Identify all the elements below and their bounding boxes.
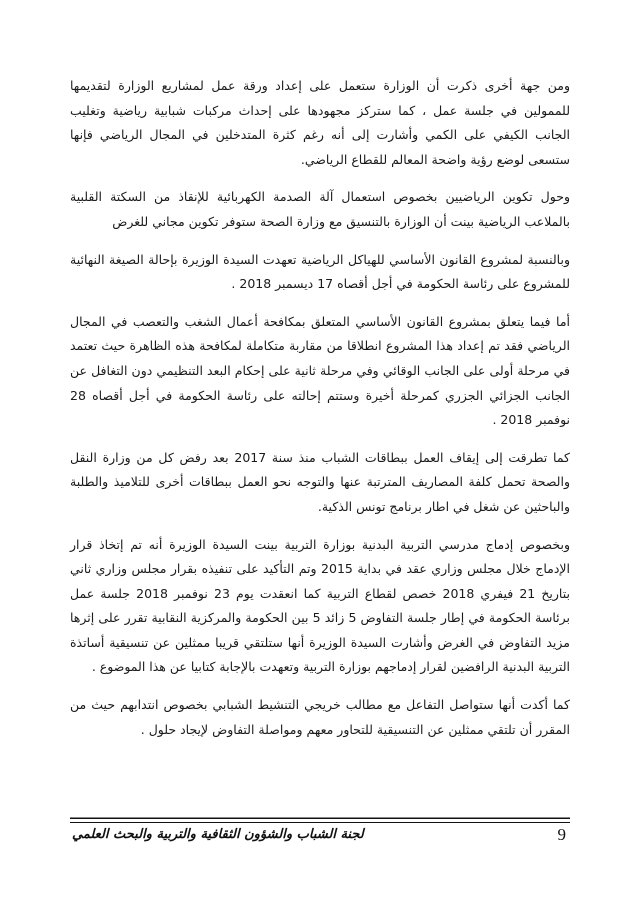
- page-footer: [70, 822, 570, 849]
- paragraph-4: أما فيما يتعلق بمشروع القانون الأساسي المتعلق بمكافحة أعمال الشغب والتعصب في المجال الرياضي فقد تم إعداد هذا المشروع انطلاقا من مقاربة متكاملة لمكافحة هذه الظاهرة حيث تعتمد في مرحلة أولى على الجانب الوقائي وفي مرحلة ثانية على إحكام البعد التنظيمي دون التغافل عن الجانب الجزائي الجزري كمرحلة أخيرة وستتم إحالته على رئاسة الحكومة في أجل أقصاه 28 نوفمبر 2018 .: [70, 313, 570, 428]
- paragraph-2: وحول تكوين الرياضيين بخصوص استعمال آلة الصدمة الكهربائية للإنقاذ من السكتة القلبية بالملاعب الرياضية بينت أن الوزارة بالتنسيق مع وزارة الصحة ستوفر تكوين مجاني للغرض: [70, 189, 570, 229]
- committee-name: لجنة الشباب والشؤون الثقافية والتربية والبحث العلمي: [72, 827, 364, 842]
- paragraph-6: وبخصوص إدماج مدرسي التربية البدنية بوزارة التربية بينت السيدة الوزيرة أنه تم إتخاذ قرار الإدماج خلال مجلس وزاري عقد في بداية 2015 وتم التأكيد على تنفيذه بقرار مجلس وزاري ثاني بتاريخ 21 فيفري 2018 خصص لقطاع التربية كما انعقدت يوم 23 نوفمبر 2018 جلسة عمل برئاسة الحكومة في إطار جلسة التفاوض 5 زائد 5 بين الحكومة والمركزية النقابية تقرر على إثرها مزيد التفاوض في الغرض وأشارت السيدة الوزيرة أنها ستلتقي قريبا ممثلين عن تنسيقية أساتذة التربية البدنية الرافضين لقرار إدماجهم بوزارة التربية وتعهدت بالإجابة كتابيا عن هذا الموضوع .: [70, 536, 571, 675]
- paragraph-3: وبالنسبة لمشروع القانون الأساسي للهياكل الرياضية تعهدت السيدة الوزيرة بإحالة الصيغة النهائية للمشروع على رئاسة الحكومة في أجل أقصاه 17 ديسمبر 2018 .: [70, 251, 570, 292]
- paragraph-5: كما تطرقت إلى إيقاف العمل ببطاقات الشباب منذ سنة 2017 بعد رفض كل من وزارة النقل والصحة تحمل كلفة المصاريف المترتبة عنها والتوجه نحو العمل ببطاقات أخرى للتلاميذ والطلبة والباحثين عن شغل في اطار برنامج تونس الذكية.: [70, 449, 571, 514]
- document-body: [70, 74, 570, 755]
- paragraph-1: ومن جهة أخرى ذكرت أن الوزارة ستعمل على إعداد ورقة عمل لمشاريع الوزارة لتقديمها للممولين في جلسة عمل ، كما ستركز مجهودها على إحداث مركبات شبابية رياضية وتغليب الجانب الكيفي على الكمي وأشارت إلى أنه رغم كثرة المتدخلين في المجال الرياضي فإنها ستسعى لوضع رؤية واضحة المعالم للقطاع الرياضي.: [70, 78, 570, 167]
- paragraph-7: كما أكدت أنها ستواصل التفاعل مع مطالب خريجي التنشيط الشبابي بخصوص انتدابهم حيث من المقرر أن تلتقي ممثلين عن التنسيقية للتحاور معهم ومواصلة التفاوض لإيجاد حلول .: [70, 697, 570, 737]
- page-number: 9: [557, 825, 566, 844]
